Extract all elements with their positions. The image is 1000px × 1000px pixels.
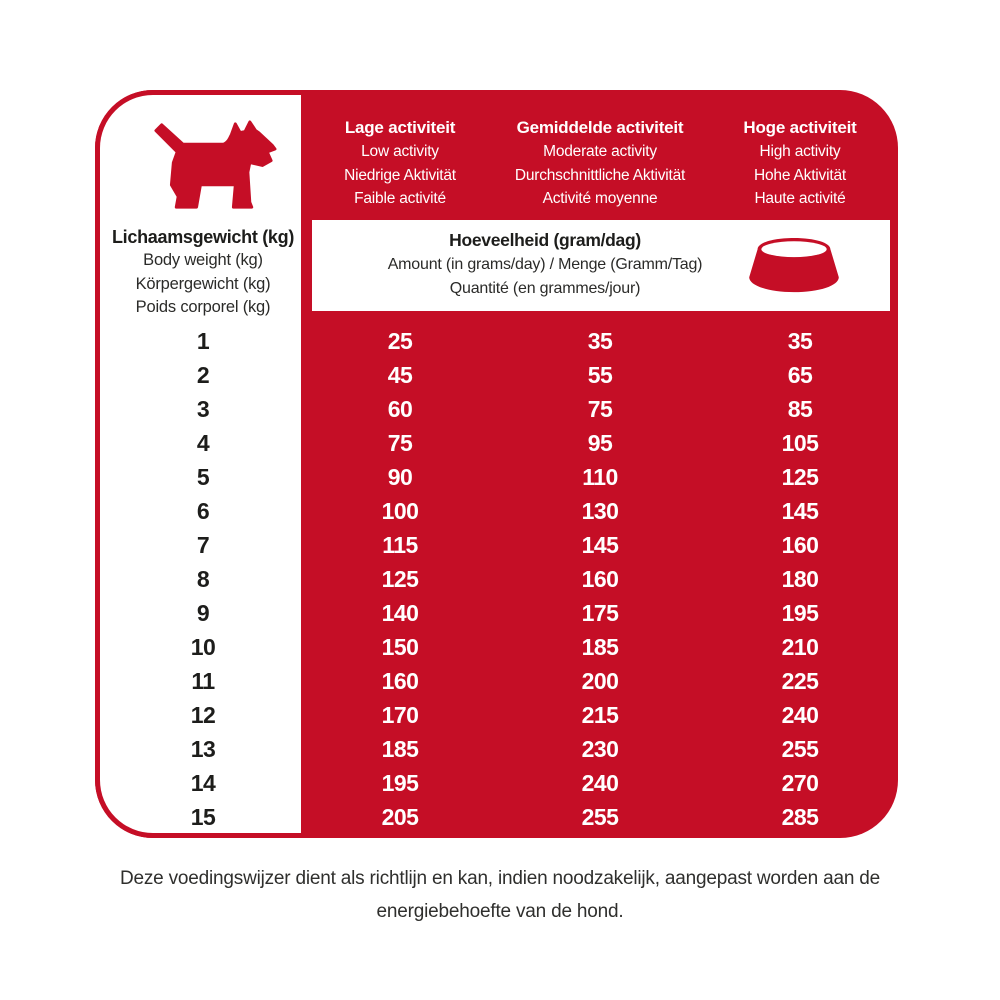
weight-value: 11 <box>191 668 215 694</box>
low-activity-value: 90 <box>387 464 413 490</box>
table-row <box>95 766 898 800</box>
moderate-activity-value: 130 <box>581 498 619 524</box>
body-weight-title: Lichaamsgewicht (kg) <box>111 227 295 247</box>
footer-line-1: Deze voedingswijzer dient als richtlijn en kan, indien noodzakelijk, aangepast worden aan de <box>119 868 881 889</box>
low-activity-value: 205 <box>381 804 419 830</box>
table-row <box>95 732 898 766</box>
low-activity-value: 115 <box>382 532 418 558</box>
amount-subtitle-fr: Quantité (en grammes/jour) <box>449 280 641 297</box>
low-activity-value: 125 <box>381 566 419 592</box>
moderate-activity-value: 185 <box>581 634 619 660</box>
dog-bowl-icon <box>738 236 850 296</box>
high-activity-subtitle-en: High activity <box>759 143 841 160</box>
table-row <box>95 562 898 596</box>
amount-title: Hoeveelheid (gram/dag) <box>449 230 641 250</box>
high-activity-value: 210 <box>781 634 819 660</box>
moderate-activity-value: 175 <box>581 600 619 626</box>
low-activity-subtitle-fr: Faible activité <box>354 190 446 207</box>
high-activity-value: 180 <box>781 566 819 592</box>
moderate-activity-value: 230 <box>581 736 619 762</box>
weight-value: 3 <box>196 396 210 422</box>
column-header-high-activity <box>702 116 898 211</box>
high-activity-value: 225 <box>781 668 819 694</box>
low-activity-subtitle-en: Low activity <box>361 143 439 160</box>
low-activity-value: 140 <box>381 600 419 626</box>
weight-value: 9 <box>196 600 210 626</box>
footer-note <box>0 862 1000 928</box>
weight-value: 2 <box>196 362 210 388</box>
low-activity-subtitle-de: Niedrige Aktivität <box>344 166 456 184</box>
weight-value: 4 <box>196 430 210 456</box>
moderate-activity-subtitle-fr: Activité moyenne <box>542 190 658 207</box>
table-row <box>95 630 898 664</box>
moderate-activity-value: 200 <box>581 668 619 694</box>
body-weight-header <box>100 225 306 320</box>
moderate-activity-value: 35 <box>587 328 613 354</box>
table-row <box>95 528 898 562</box>
weight-value: 8 <box>196 566 210 592</box>
table-body <box>95 324 898 834</box>
footer-line-2: energiebehoefte van de hond. <box>376 901 624 922</box>
high-activity-subtitle-de: Hohe Aktivität <box>754 166 846 184</box>
table-row <box>95 664 898 698</box>
weight-value: 5 <box>196 464 210 490</box>
high-activity-value: 35 <box>787 328 813 354</box>
weight-value: 7 <box>196 532 210 558</box>
high-activity-value: 145 <box>781 498 819 524</box>
body-weight-subtitle-fr: Poids corporel (kg) <box>135 298 271 316</box>
low-activity-value: 185 <box>381 736 419 762</box>
moderate-activity-value: 240 <box>581 770 619 796</box>
table-row <box>95 392 898 426</box>
table-row <box>95 596 898 630</box>
moderate-activity-title: Gemiddelde activiteit <box>516 118 684 137</box>
moderate-activity-value: 95 <box>587 430 613 456</box>
low-activity-value: 150 <box>381 634 419 660</box>
moderate-activity-value: 110 <box>582 464 618 490</box>
body-weight-subtitle-de: Körpergewicht (kg) <box>135 274 271 293</box>
table-row <box>95 800 898 834</box>
table-row <box>95 698 898 732</box>
column-header-low-activity <box>302 116 498 211</box>
table-row <box>95 324 898 358</box>
low-activity-title: Lage activiteit <box>344 118 456 137</box>
high-activity-value: 85 <box>787 396 813 422</box>
amount-subtitle-en-de: Amount (in grams/day) / Menge (Gramm/Tag) <box>387 256 703 273</box>
weight-value: 13 <box>190 736 216 762</box>
high-activity-value: 195 <box>781 600 819 626</box>
low-activity-value: 45 <box>387 362 413 388</box>
moderate-activity-value: 255 <box>581 804 619 830</box>
table-row <box>95 460 898 494</box>
moderate-activity-value: 160 <box>581 566 619 592</box>
low-activity-value: 25 <box>387 328 413 354</box>
weight-value: 12 <box>190 702 216 728</box>
low-activity-value: 160 <box>381 668 419 694</box>
high-activity-value: 285 <box>781 804 819 830</box>
table-row <box>95 426 898 460</box>
table-row <box>95 358 898 392</box>
moderate-activity-value: 55 <box>587 362 613 388</box>
high-activity-value: 255 <box>781 736 819 762</box>
column-header-moderate-activity <box>502 116 698 211</box>
high-activity-subtitle-fr: Haute activité <box>754 190 846 207</box>
weight-value: 6 <box>196 498 210 524</box>
body-weight-subtitle-en: Body weight (kg) <box>143 251 263 269</box>
low-activity-value: 60 <box>387 396 413 422</box>
high-activity-value: 160 <box>781 532 819 558</box>
high-activity-value: 65 <box>787 362 813 388</box>
amount-band <box>312 220 890 311</box>
moderate-activity-value: 145 <box>581 532 619 558</box>
feeding-guide-card <box>95 90 898 838</box>
weight-value: 15 <box>190 804 216 830</box>
high-activity-value: 125 <box>781 464 819 490</box>
terrier-dog-icon <box>150 119 278 211</box>
table-row <box>95 494 898 528</box>
high-activity-value: 240 <box>781 702 819 728</box>
moderate-activity-subtitle-de: Durchschnittliche Aktivität <box>514 166 686 184</box>
high-activity-value: 270 <box>781 770 819 796</box>
high-activity-title: Hoge activiteit <box>743 118 857 137</box>
high-activity-value: 105 <box>781 430 819 456</box>
weight-value: 10 <box>190 634 216 660</box>
low-activity-value: 170 <box>381 702 419 728</box>
moderate-activity-value: 75 <box>587 396 613 422</box>
low-activity-value: 100 <box>381 498 419 524</box>
weight-value: 14 <box>190 770 216 796</box>
amount-band-text <box>312 227 778 301</box>
weight-value: 1 <box>196 328 210 354</box>
moderate-activity-value: 215 <box>581 702 619 728</box>
low-activity-value: 195 <box>381 770 419 796</box>
low-activity-value: 75 <box>387 430 413 456</box>
moderate-activity-subtitle-en: Moderate activity <box>543 143 657 160</box>
